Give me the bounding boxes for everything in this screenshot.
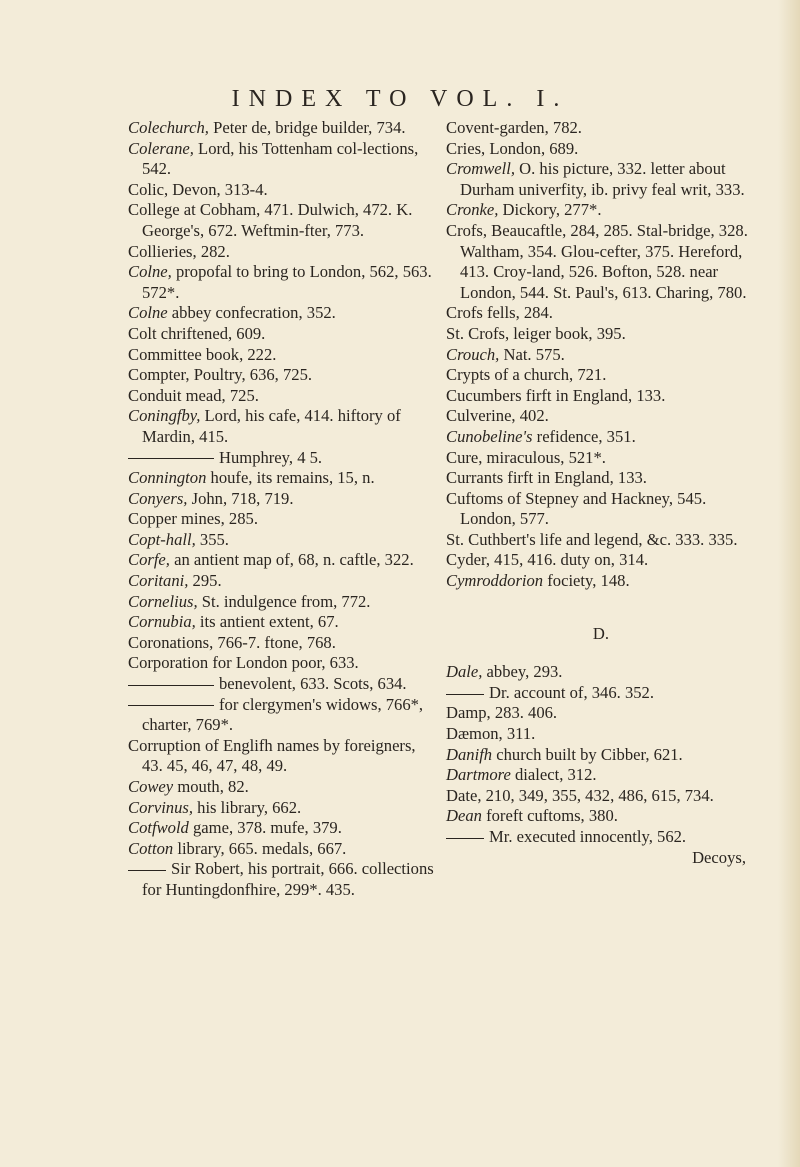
entry-heading: Connington <box>128 468 207 488</box>
entry-text: O. his picture, 332. letter about Durham univerfity, ib. privy feal writ, 333. <box>460 159 745 199</box>
index-entry <box>128 118 434 139</box>
entry-heading: Colerane, <box>128 138 194 158</box>
entry-text: mouth, 82. <box>173 777 249 796</box>
index-entry <box>446 827 756 848</box>
entry-text: dialect, 312. <box>510 765 597 785</box>
index-entry <box>128 509 434 530</box>
entry-text: Sir Robert, his portrait, 666. collections for Huntingdonfhire, 299*. 435. <box>142 859 434 899</box>
entry-text: game, 378. mufe, 379. <box>188 818 342 838</box>
entry-text: Crofs, Beaucaftle, 284, 285. Stal-bridge, 328. Waltham, 354. Glou-cefter, 375. Hereford, 413. Croy-land, 526. Bofton, 528. near London, 544. St. Paul's, 613. Charing, 780. <box>446 220 748 302</box>
right-column-c-entries <box>446 118 756 592</box>
entry-heading: Crouch, <box>446 344 500 364</box>
entry-heading: Cronke, <box>446 200 499 220</box>
entry-heading: Coritani, <box>128 571 189 591</box>
right-column <box>446 118 756 868</box>
index-entry <box>128 592 434 613</box>
entry-text: 295. <box>188 571 222 591</box>
index-entry <box>446 386 756 407</box>
entry-heading: Corvinus, <box>128 797 193 817</box>
entry-text: Compter, Poultry, 636, 725. <box>128 365 313 385</box>
ditto-dash <box>128 685 214 686</box>
entry-heading: Danifh <box>446 744 493 764</box>
entry-heading: Dean <box>446 806 482 826</box>
index-entry <box>128 530 434 551</box>
left-column <box>128 118 434 901</box>
entry-text: Collieries, 282. <box>128 241 230 261</box>
entry-text: St. Cuthbert's life and legend, &c. 333. 335. <box>446 529 738 549</box>
entry-text: Currants firft in England, 133. <box>446 468 647 488</box>
index-entry <box>446 200 756 221</box>
index-entry <box>128 180 434 201</box>
ditto-dash <box>128 870 166 871</box>
entry-text: its antient extent, 67. <box>195 612 339 632</box>
page-edge-shadow <box>778 0 800 1167</box>
index-entry <box>446 118 756 139</box>
index-entry <box>446 806 756 827</box>
index-entry <box>128 324 434 345</box>
entry-text: library, 665. medals, 667. <box>173 838 347 858</box>
entry-text: Lord, his cafe, 414. hiftory of Mardin, 415. <box>142 406 401 446</box>
index-entry <box>128 736 434 777</box>
entry-text: Corporation for London poor, 633. <box>128 653 359 673</box>
entry-text: Date, 210, 349, 355, 432, 486, 615, 734. <box>446 785 714 805</box>
index-entry <box>446 345 756 366</box>
index-entry <box>128 653 434 674</box>
entry-text: Dickory, 277*. <box>498 200 602 220</box>
entry-text: Cucumbers firft in England, 133. <box>446 385 666 405</box>
index-entry <box>128 633 434 654</box>
entry-heading: Cowey <box>128 777 174 796</box>
entry-text: College at Cobham, 471. Dulwich, 472. K. George's, 672. Weftmin-fter, 773. <box>128 200 413 240</box>
ditto-dash <box>446 838 484 839</box>
entry-text: foreft cuftoms, 380. <box>481 806 618 826</box>
index-entry <box>128 406 434 447</box>
index-entry <box>128 777 434 798</box>
index-entry <box>128 262 434 303</box>
entry-text: Conduit mead, 725. <box>128 385 259 405</box>
entry-text: Damp, 283. 406. <box>446 703 558 723</box>
index-entry <box>128 674 434 695</box>
ditto-dash <box>128 458 214 459</box>
index-entry <box>128 695 434 736</box>
entry-text: St. Crofs, leiger book, 395. <box>446 323 626 343</box>
entry-text: Cries, London, 689. <box>446 138 579 158</box>
index-entry <box>446 745 756 766</box>
entry-heading: Cotton <box>128 838 174 858</box>
entry-text: for clergymen's widows, 766*, charter, 769*. <box>142 694 424 735</box>
index-entry <box>446 530 756 551</box>
entry-heading: Cornubia, <box>128 612 196 632</box>
entry-text: Culverine, 402. <box>446 406 549 426</box>
entry-text: fociety, 148. <box>543 571 630 591</box>
index-entry <box>446 324 756 345</box>
index-entry <box>446 703 756 724</box>
index-entry <box>446 765 756 786</box>
page-header: INDEX TO VOL. I. <box>231 86 569 112</box>
index-entry <box>446 159 756 200</box>
entry-text: Cuftoms of Stepney and Hackney, 545. London, 577. <box>446 488 707 529</box>
index-entry <box>128 468 434 489</box>
index-entry <box>128 859 434 900</box>
index-entry <box>128 242 434 263</box>
entry-heading: Colechurch, <box>128 118 209 137</box>
entry-text: Lord, his Tottenham col-lections, 542. <box>142 138 419 179</box>
index-entry <box>446 786 756 807</box>
entry-text: Corruption of Englifh names by foreigners, 43. 45, 46, 47, 48, 49. <box>128 735 416 776</box>
entry-heading: Dale, <box>446 662 483 682</box>
entry-text: Dr. account of, 346. 352. <box>489 682 654 702</box>
entry-text: abbey, 293. <box>482 662 563 682</box>
entry-text: Covent-garden, 782. <box>446 118 582 137</box>
entry-heading: Copt-hall, <box>128 529 196 549</box>
index-entry <box>128 303 434 324</box>
entry-text: his library, 662. <box>193 797 302 817</box>
entry-text: Committee book, 222. <box>128 344 277 364</box>
index-entry <box>128 550 434 571</box>
entry-heading: Cornelius, <box>128 591 198 611</box>
index-entry <box>446 724 756 745</box>
entry-text: houfe, its remains, 15, n. <box>206 468 375 488</box>
index-entry <box>128 139 434 180</box>
index-entry <box>128 489 434 510</box>
index-entry <box>128 798 434 819</box>
index-entry <box>446 221 756 303</box>
index-entry <box>128 839 434 860</box>
index-entry <box>446 365 756 386</box>
index-entry <box>128 448 434 469</box>
section-letter-d: D. <box>592 623 610 643</box>
entry-text: Dæmon, 311. <box>446 724 536 744</box>
entry-heading: Conyers, <box>128 488 188 508</box>
catchword: Decoys, <box>692 847 746 867</box>
index-entry <box>446 139 756 160</box>
index-entry <box>446 406 756 427</box>
entry-text: propofal to bring to London, 562, 563. 572*. <box>142 262 432 302</box>
entry-text: Humphrey, 4 5. <box>219 447 323 467</box>
index-entry <box>128 571 434 592</box>
entry-text: Peter de, bridge builder, 734. <box>208 118 406 137</box>
index-entry <box>446 303 756 324</box>
entry-text: benevolent, 633. Scots, 634. <box>219 674 407 694</box>
index-entry <box>446 683 756 704</box>
entry-heading: Cotfwold <box>128 818 189 838</box>
entry-text: Colt chriftened, 609. <box>128 323 266 343</box>
entry-text: John, 718, 719. <box>187 488 294 508</box>
entry-heading: Cymroddorion <box>446 571 544 591</box>
entry-text: abbey confecration, 352. <box>167 303 336 323</box>
index-entry <box>446 427 756 448</box>
index-entry <box>128 612 434 633</box>
right-column-d-entries <box>446 662 756 847</box>
entry-text: Crofs fells, 284. <box>446 303 553 323</box>
index-entry <box>128 818 434 839</box>
entry-text: Coronations, 766-7. ftone, 768. <box>128 632 336 652</box>
index-entry <box>128 365 434 386</box>
entry-text: Copper mines, 285. <box>128 509 258 529</box>
entry-heading: Cunobeline's <box>446 426 533 446</box>
index-entry <box>446 489 756 530</box>
entry-text: 355. <box>195 529 229 549</box>
entry-heading: Colne, <box>128 262 172 282</box>
entry-heading: Cromwell, <box>446 159 515 179</box>
entry-text: Mr. executed innocently, 562. <box>489 827 687 846</box>
entry-text: refidence, 351. <box>532 426 636 446</box>
entry-heading: Colne <box>128 303 168 323</box>
entry-heading: Coningfby, <box>128 406 201 426</box>
entry-text: an antient map of, 68, n. caftle, 322. <box>169 550 414 570</box>
entry-text: Cure, miraculous, 521*. <box>446 447 606 467</box>
index-entry <box>446 662 756 683</box>
entry-heading: Corfe, <box>128 550 170 570</box>
ditto-dash <box>128 705 214 706</box>
index-entry <box>128 200 434 241</box>
index-entry <box>446 448 756 469</box>
entry-text: church built by Cibber, 621. <box>492 744 683 764</box>
index-entry <box>446 550 756 571</box>
entry-heading: Dartmore <box>446 765 511 785</box>
ditto-dash <box>446 694 484 695</box>
index-entry <box>446 468 756 489</box>
index-entry <box>128 386 434 407</box>
entry-text: St. indulgence from, 772. <box>197 591 371 611</box>
entry-text: Cyder, 415, 416. duty on, 314. <box>446 550 649 570</box>
entry-text: Colic, Devon, 313-4. <box>128 179 268 199</box>
index-entry <box>446 571 756 592</box>
entry-text: Nat. 575. <box>499 344 565 364</box>
entry-text: Crypts of a church, 721. <box>446 365 607 385</box>
index-entry <box>128 345 434 366</box>
